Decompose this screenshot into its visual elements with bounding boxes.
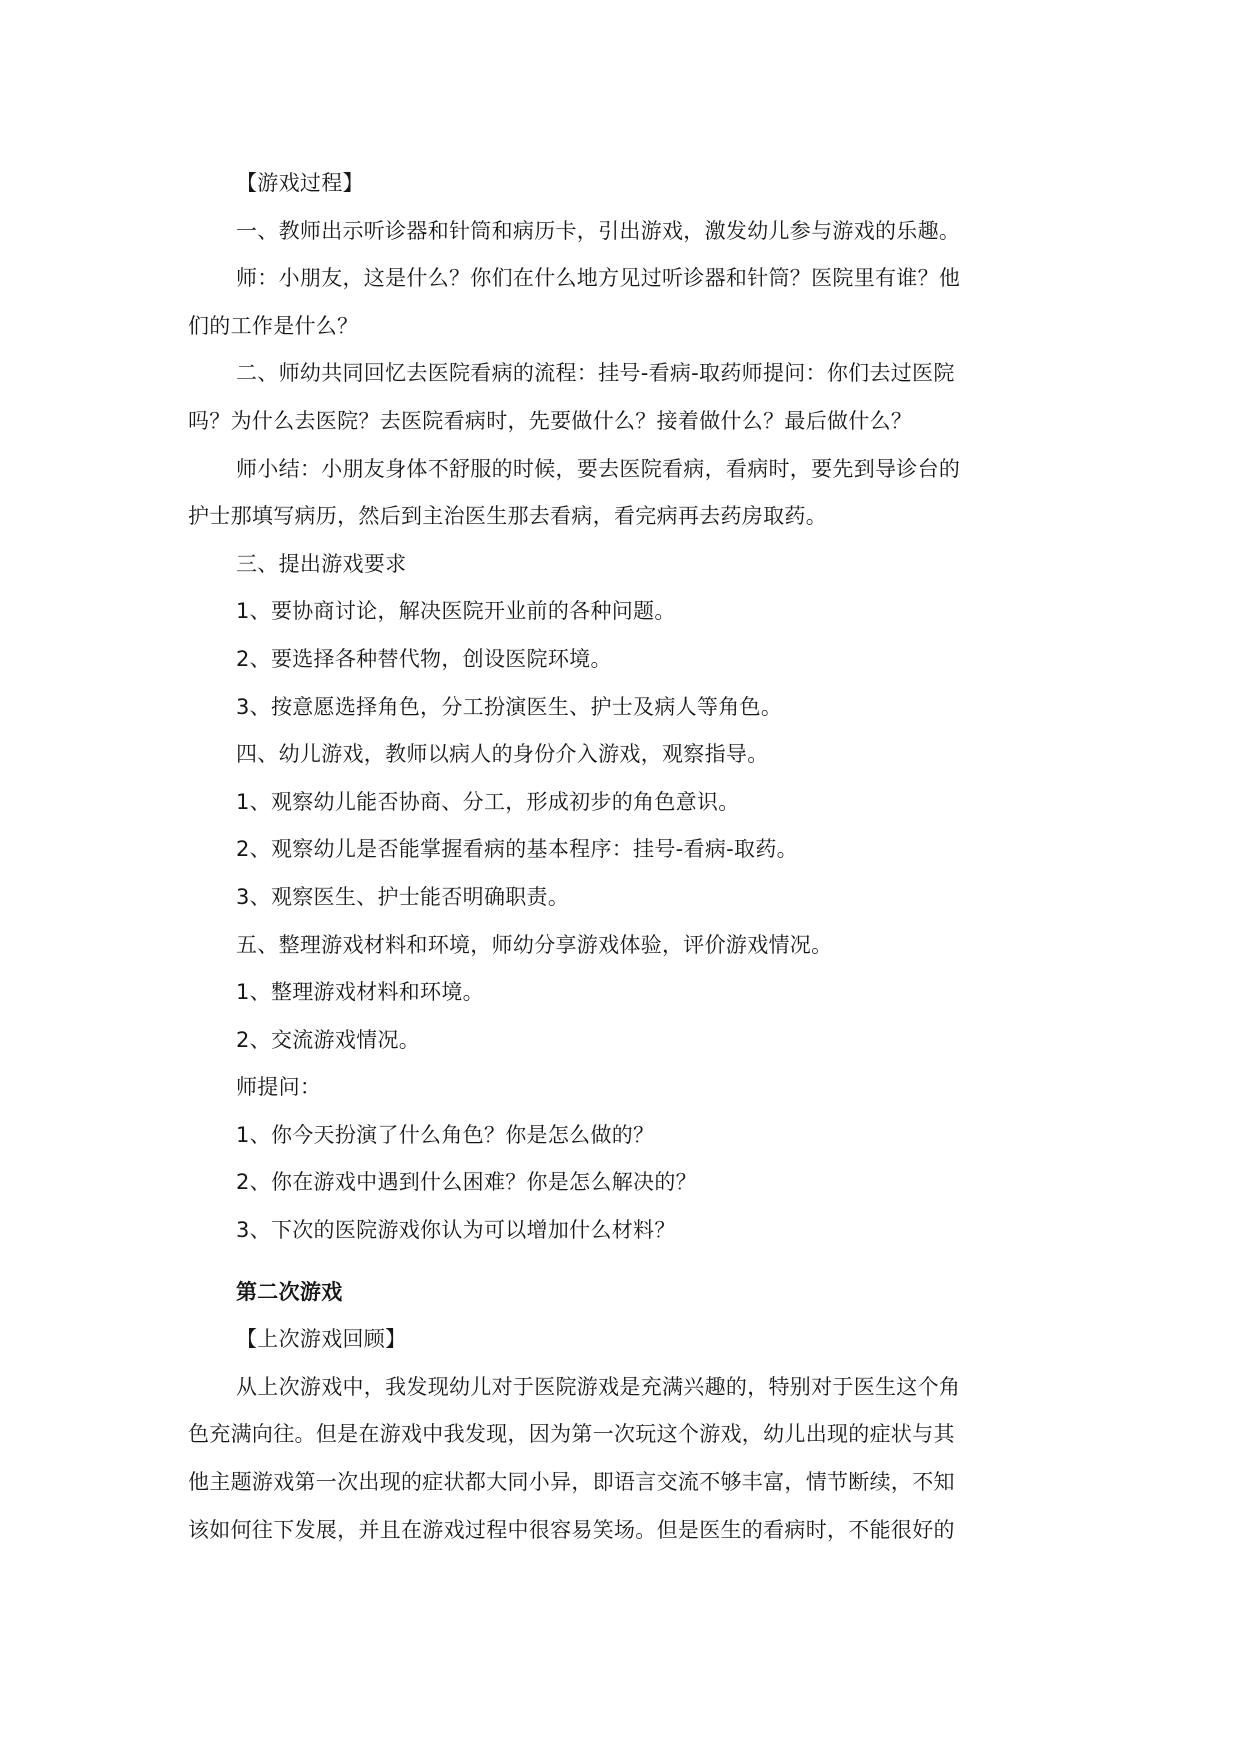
paragraph-line: 【游戏过程】 [236, 171, 364, 195]
paragraph-line: 们的工作是什么？ [188, 313, 359, 338]
paragraph-line: 2、你在游戏中遇到什么困难？你是怎么解决的？ [236, 1170, 697, 1195]
paragraph-line: 四、幼儿游戏，教师以病人的身份介入游戏，观察指导。 [236, 742, 769, 767]
paragraph-line: 一、教师出示听诊器和针筒和病历卡，引出游戏，激发幼儿参与游戏的乐趣。 [236, 218, 961, 243]
paragraph-line: 2、观察幼儿是否能掌握看病的基本程序：挂号-看病-取药。 [236, 837, 798, 862]
paragraph-line: 从上次游戏中，我发现幼儿对于医院游戏是充满兴趣的，特别对于医生这个角 [236, 1374, 961, 1399]
previous-game-review-section [188, 1316, 1088, 1554]
paragraph-line: 1、整理游戏材料和环境。 [236, 980, 484, 1005]
paragraph-line: 3、下次的医院游戏你认为可以增加什么材料？ [236, 1218, 676, 1243]
paragraph-line: 3、按意愿选择角色，分工扮演医生、护士及病人等角色。 [236, 694, 783, 719]
paragraph-line: 他主题游戏第一次出现的症状都大同小异，即语言交流不够丰富，情节断续，不知 [188, 1470, 955, 1495]
paragraph-line: 2、交流游戏情况。 [236, 1027, 421, 1052]
section-heading: 第二次游戏 [236, 1279, 343, 1304]
paragraph-line: 五、整理游戏材料和环境，师幼分享游戏体验，评价游戏情况。 [236, 932, 833, 957]
game-process-section [188, 160, 1088, 1255]
paragraph-line: 师：小朋友，这是什么？你们在什么地方见过听诊器和针筒？医院里有谁？他 [236, 266, 961, 291]
paragraph-line: 师小结：小朋友身体不舒服的时候，要去医院看病，看病时，要先到导诊台的 [236, 456, 961, 481]
paragraph-line: 1、你今天扮演了什么角色？你是怎么做的？ [236, 1122, 655, 1147]
paragraph-line: 3、观察医生、护士能否明确职责。 [236, 884, 570, 909]
paragraph-line: 色充满向往。但是在游戏中我发现，因为第一次玩这个游戏，幼儿出现的症状与其 [188, 1422, 955, 1447]
paragraph-line: 吗？为什么去医院？去医院看病时，先要做什么？接着做什么？最后做什么？ [188, 408, 913, 433]
paragraph-line: 三、提出游戏要求 [236, 551, 407, 576]
paragraph-line: 1、要协商讨论，解决医院开业前的各种问题。 [236, 599, 676, 624]
paragraph-line: 护士那填写病历，然后到主治医生那去看病，看完病再去药房取药。 [188, 504, 827, 529]
paragraph-line: 师提问： [236, 1075, 322, 1100]
paragraph-line: 该如何往下发展，并且在游戏过程中很容易笑场。但是医生的看病时，不能很好的 [188, 1517, 955, 1542]
document-body [188, 160, 1088, 1554]
paragraph-line: 1、观察幼儿能否协商、分工，形成初步的角色意识。 [236, 789, 740, 814]
paragraph-line: 2、要选择各种替代物，创设医院环境。 [236, 646, 612, 671]
paragraph-line: 二、师幼共同回忆去医院看病的流程：挂号-看病-取药师提问：你们去过医院 [236, 361, 955, 386]
paragraph-line: 【上次游戏回顾】 [236, 1327, 407, 1352]
